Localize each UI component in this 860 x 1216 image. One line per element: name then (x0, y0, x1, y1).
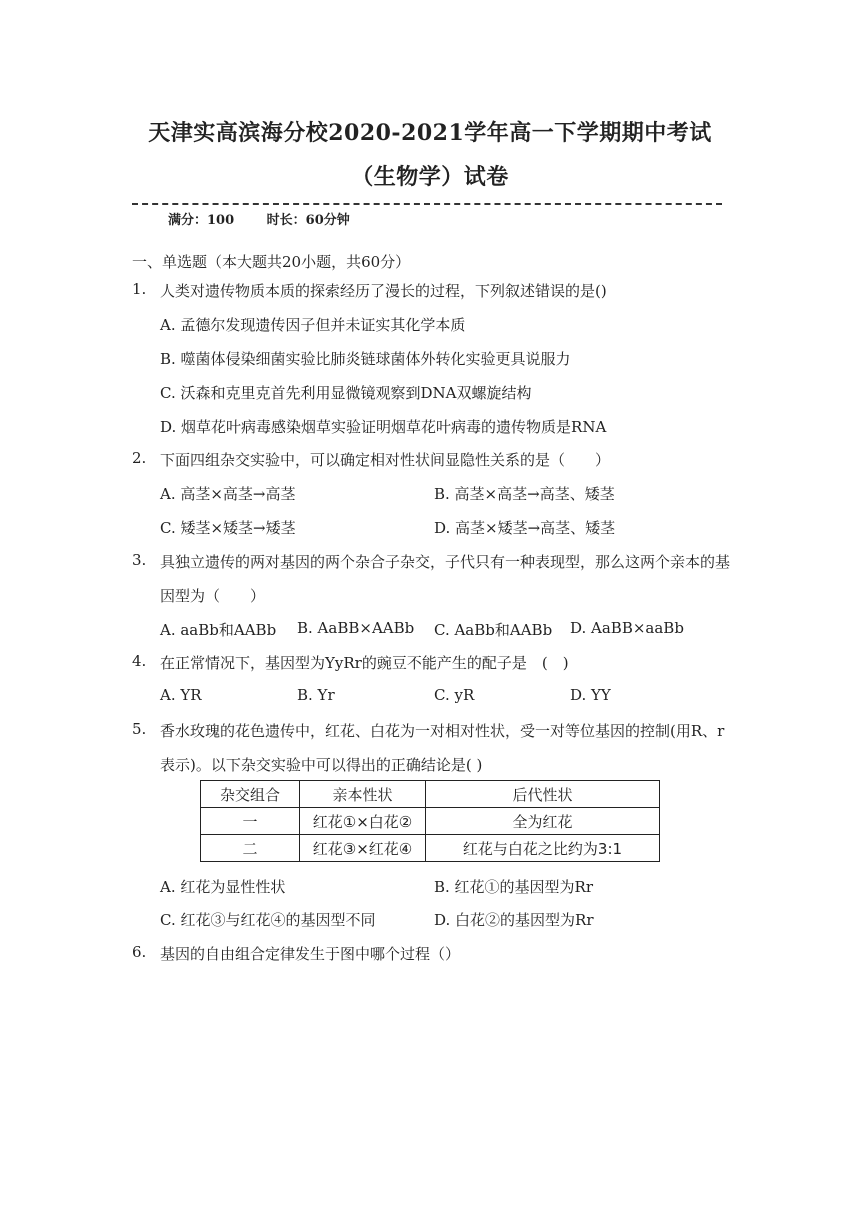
table-cell: 全为红花 (426, 808, 660, 835)
table-cell: 二 (201, 835, 300, 862)
option-d: D. YY (570, 686, 611, 704)
section-heading: 一、单选题（本大题共20小题，共60分） (132, 253, 411, 271)
question-number: 2. (132, 449, 147, 467)
score-label: 满分：100 (168, 213, 235, 228)
option-c: C. 红花③与红花④的基因型不同 (160, 911, 376, 929)
question-number: 3. (132, 551, 147, 569)
table-cell: 红花①×白花② (300, 808, 426, 835)
question-text: 下面四组杂交实验中，可以确定相对性状间显隐性关系的是（ ） (160, 451, 611, 469)
exam-subtitle: （生物学）试卷 (351, 164, 509, 190)
option-b: B. 噬菌体侵染细菌实验比肺炎链球菌体外转化实验更具说服力 (160, 350, 571, 368)
table-header-cell: 亲本性状 (300, 781, 426, 808)
question-number: 1. (132, 280, 147, 298)
question-text-cont: 表示)。以下杂交实验中可以得出的正确结论是( ) (160, 756, 483, 774)
option-a: A. YR (160, 686, 202, 704)
option-b: B. AaBB×AABb (297, 619, 415, 637)
duration-label: 时长：60分钟 (266, 213, 350, 228)
table-header-row (201, 781, 660, 808)
question-text: 在正常情况下，基因型为YyRr的豌豆不能产生的配子是 ( ) (160, 654, 569, 672)
divider-line (132, 203, 722, 205)
table-row (201, 808, 660, 835)
option-a: A. 红花为显性性状 (160, 878, 286, 896)
option-d: D. 白花②的基因型为Rr (434, 911, 594, 929)
table-cell: 一 (201, 808, 300, 835)
question-text: 基因的自由组合定律发生于图中哪个过程（） (160, 945, 461, 963)
option-c: C. 沃森和克里克首先利用显微镜观察到DNA双螺旋结构 (160, 384, 532, 402)
question-number: 5. (132, 720, 147, 738)
table-header-cell: 后代性状 (426, 781, 660, 808)
option-c: C. AaBb和AABb (434, 621, 553, 639)
question-number: 6. (132, 943, 147, 961)
question-text: 香水玫瑰的花色遗传中，红花、白花为一对相对性状，受一对等位基因的控制(用R、r (160, 722, 725, 740)
exam-info (168, 209, 350, 228)
exam-title: 天津实高滨海分校2020-2021学年高一下学期期中考试 (148, 120, 712, 146)
cross-experiment-table (200, 780, 660, 862)
option-c: C. 矮茎×矮茎→矮茎 (160, 519, 296, 537)
option-b: B. Yr (297, 686, 335, 704)
option-d: D. 烟草花叶病毒感染烟草实验证明烟草花叶病毒的遗传物质是RNA (160, 418, 607, 436)
table-cell: 红花③×红花④ (300, 835, 426, 862)
option-d: D. AaBB×aaBb (570, 619, 684, 637)
option-d: D. 高茎×矮茎→高茎、矮茎 (434, 519, 616, 537)
question-text: 人类对遗传物质本质的探索经历了漫长的过程，下列叙述错误的是() (160, 282, 607, 300)
option-b: B. 红花①的基因型为Rr (434, 878, 594, 896)
option-b: B. 高茎×高茎→高茎、矮茎 (434, 485, 615, 503)
table-cell: 红花与白花之比约为3:1 (426, 835, 660, 862)
question-number: 4. (132, 652, 147, 670)
option-a: A. 孟德尔发现遗传因子但并未证实其化学本质 (160, 316, 466, 334)
question-text-cont: 因型为（ ） (160, 587, 266, 605)
table-row (201, 835, 660, 862)
option-a: A. 高茎×高茎→高茎 (160, 485, 296, 503)
option-c: C. yR (434, 686, 475, 704)
option-a: A. aaBb和AABb (160, 621, 277, 639)
question-text: 具独立遗传的两对基因的两个杂合子杂交，子代只有一种表现型，那么这两个亲本的基 (160, 553, 731, 571)
table-header-cell: 杂交组合 (201, 781, 300, 808)
